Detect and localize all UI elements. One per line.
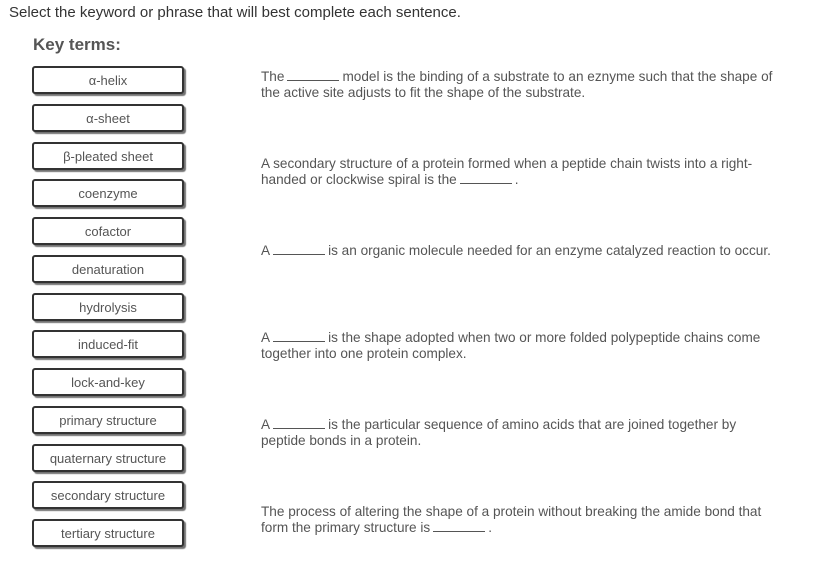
sentence-1 — [261, 69, 781, 101]
sentence-5-before: A — [261, 417, 271, 432]
term-primary-structure[interactable]: primary structure — [32, 406, 184, 434]
sentence-2-after: . — [514, 172, 519, 187]
sentence-4-before: A — [261, 330, 271, 345]
term-coenzyme[interactable]: coenzyme — [32, 179, 184, 207]
sentence-5 — [261, 417, 781, 449]
term-alpha-sheet[interactable]: α-sheet — [32, 104, 184, 132]
sentence-6-before: The process of altering the shape of a protein without breaking the amide bond that form the primary structure is — [261, 504, 762, 535]
term-induced-fit[interactable]: induced-fit — [32, 330, 184, 358]
sentence-1-before: The — [261, 69, 285, 84]
term-secondary-structure[interactable]: secondary structure — [32, 481, 184, 509]
sentence-3 — [261, 243, 781, 259]
sentence-2-blank[interactable] — [460, 173, 512, 184]
term-quaternary-structure[interactable]: quaternary structure — [32, 444, 184, 472]
sentence-5-blank[interactable] — [273, 418, 325, 429]
sentence-4-blank[interactable] — [273, 331, 325, 342]
term-alpha-helix[interactable]: α-helix — [32, 66, 184, 94]
sentence-6 — [261, 504, 781, 536]
sentence-6-after: . — [488, 520, 492, 535]
term-beta-pleated-sheet[interactable]: β-pleated sheet — [32, 142, 184, 170]
term-cofactor[interactable]: cofactor — [32, 217, 184, 245]
sentence-3-blank[interactable] — [273, 244, 325, 255]
sentence-4 — [261, 330, 781, 362]
term-lock-and-key[interactable]: lock-and-key — [32, 368, 184, 396]
sentence-6-blank[interactable] — [433, 521, 485, 532]
instruction-text: Select the keyword or phrase that will best complete each sentence. — [9, 4, 461, 21]
key-terms-heading: Key terms: — [33, 35, 121, 54]
sentence-4-after: is the shape adopted when two or more folded polypeptide chains come together into one protein complex. — [261, 330, 761, 361]
sentence-1-after: model is the binding of a substrate to an eznyme such that the shape of the active site adjusts to fit the shape of the substrate. — [261, 69, 773, 100]
sentence-2 — [261, 156, 781, 188]
term-tertiary-structure[interactable]: tertiary structure — [32, 519, 184, 547]
sentence-3-before: A — [261, 243, 271, 258]
sentence-5-after: is the particular sequence of amino acids that are joined together by peptide bonds in a protein. — [261, 417, 737, 448]
sentence-2-before: A secondary structure of a protein formed when a peptide chain twists into a right-handed or clockwise spiral is the — [261, 156, 753, 187]
term-denaturation[interactable]: denaturation — [32, 255, 184, 283]
term-hydrolysis[interactable]: hydrolysis — [32, 293, 184, 321]
sentence-3-after: is an organic molecule needed for an enzyme catalyzed reaction to occur. — [328, 243, 771, 258]
sentence-1-blank[interactable] — [287, 70, 339, 81]
